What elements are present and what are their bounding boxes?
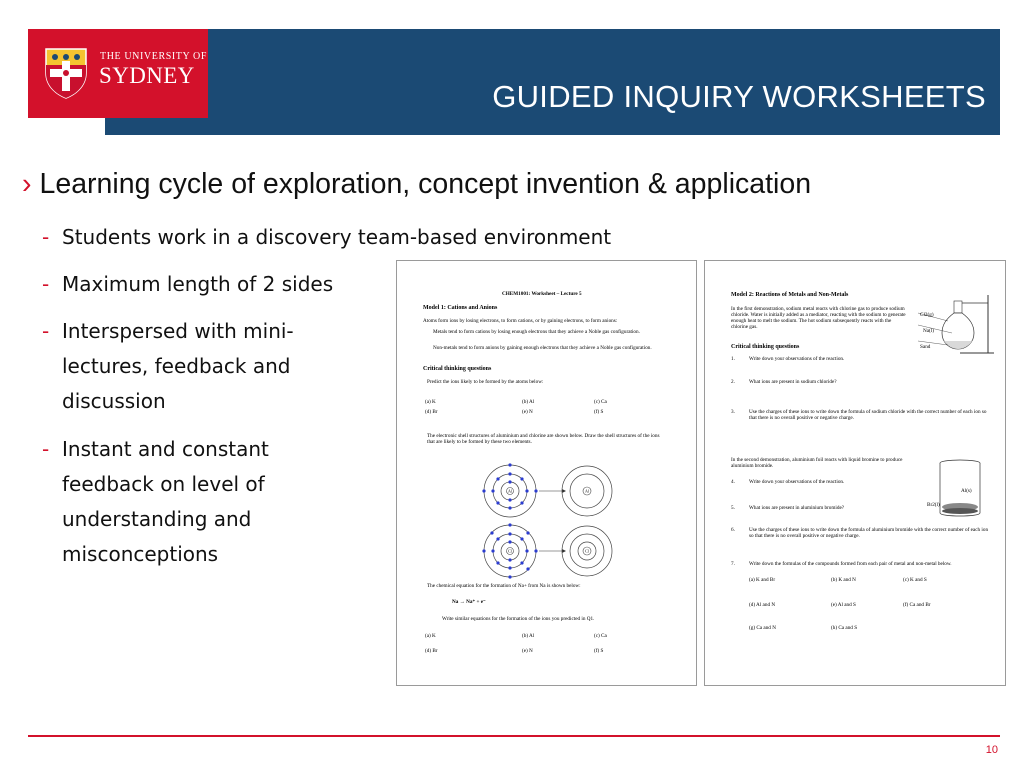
dash-marker: - [42, 437, 50, 461]
ws2-opt: (b) K and N [831, 577, 856, 583]
ws1-title: CHEM1001: Worksheet – Lecture 5 [502, 291, 582, 297]
main-bullet [22, 168, 811, 201]
ws1-opt: (f) S [594, 409, 604, 415]
crest-icon [44, 47, 88, 99]
ws1-opt: (c) Ca [594, 399, 607, 405]
ws1-opt: (b) Al [522, 399, 535, 405]
sub-bullet [42, 314, 352, 419]
ws2-q1-num: 1. [731, 356, 735, 362]
ws1-opt: (e) N [522, 648, 533, 654]
dash-marker: - [42, 225, 50, 249]
logo-line2: SYDNEY [99, 63, 195, 88]
ws1-opt: (f) S [594, 648, 604, 654]
sub-bullet-text: Instant and constant feedback on level of understanding and misconceptions [62, 437, 269, 566]
ws2-intro2: In the second demonstration, aluminium foil reacts with liquid bromine to produce aluminium bromide. [731, 457, 903, 469]
ws2-opt: (h) Ca and S [831, 625, 858, 631]
ws2-opt: (e) Al and S [831, 602, 856, 608]
sub-bullet [42, 267, 372, 302]
chevron-right-icon: › [22, 168, 32, 200]
ws2-lab-sand: Sand [920, 344, 931, 350]
ws1-eq: Na → Na⁺ + e⁻ [452, 599, 486, 605]
ws1-opt: (d) Br [425, 409, 438, 415]
ws1-point2: Non-metals tend to form anions by gaining enough electrons that they achieve a Noble gas configuration. [433, 345, 652, 351]
ws2-lab-al: Al(s) [961, 488, 972, 494]
ws1-opt: (b) Al [522, 633, 535, 639]
shell-label-al-ion: Al [585, 488, 589, 494]
page-number: 10 [985, 744, 998, 756]
ws2-q3-num: 3. [731, 409, 735, 415]
sub-bullet-text: Maximum length of 2 sides [62, 272, 334, 296]
ws2-lab-cl2: Cl2(g) [920, 312, 934, 318]
ws1-opt: (a) K [425, 633, 436, 639]
university-logo [28, 29, 208, 118]
ws2-lab-br: Br2(l) [927, 502, 940, 508]
title-banner [105, 29, 1000, 135]
ws1-opt: (d) Br [425, 648, 438, 654]
ws2-opt: (d) Al and N [749, 602, 776, 608]
shell-label-cl-ion: Cl [585, 548, 589, 554]
ws2-q3: Use the charges of these ions to write down the formula of sodium chloride with the correct number of each ion so that there is no overall positive or negative charge. [749, 409, 987, 421]
ws2-ctq: Critical thinking questions [731, 344, 800, 350]
ws2-q1: Write down your observations of the reaction. [749, 356, 845, 362]
logo-line1: THE UNIVERSITY OF [100, 51, 208, 62]
ws2-opt: (g) Ca and N [749, 625, 776, 631]
ws1-opt: (c) Ca [594, 633, 607, 639]
sub-bullet-text: Students work in a discovery team-based environment [62, 225, 612, 249]
ws2-q6: Use the charges of these ions to write down the formula of aluminium bromide with the correct number of each ion so that there is no overall positive or negative charge. [749, 527, 989, 539]
dash-marker: - [42, 272, 50, 296]
ws2-q7-num: 7. [731, 561, 735, 567]
ws1-q1: Predict the ions likely to be formed by the atoms below: [427, 379, 544, 385]
ws1-q2: The electronic shell structures of aluminium and chlorine are shown below. Draw the shell structures of the ions that are likely to be formed by these two elements. [427, 433, 660, 445]
slide-title: GUIDED INQUIRY WORKSHEETS [492, 79, 986, 114]
worksheet-image-2 [704, 260, 1006, 686]
shell-diagrams [477, 461, 627, 581]
ws2-opt: (f) Ca and Br [903, 602, 931, 608]
ws2-q7: Write down the formulas of the compounds formed from each pair of metal and non-metal below. [749, 561, 952, 567]
main-bullet-text: Learning cycle of exploration, concept invention & application [39, 168, 812, 200]
ws1-opt: (e) N [522, 409, 533, 415]
dash-marker: - [42, 319, 50, 343]
sub-bullet [42, 220, 722, 255]
ws2-q5: What ions are present in aluminium bromide? [749, 505, 845, 511]
ws1-point1: Metals tend to form cations by losing enough electrons that they achieve a Noble gas configuration. [433, 329, 640, 335]
ws2-intro: In the first demonstration, sodium metal reacts with chlorine gas to produce sodium chloride. Water is initially added as a mediator, reacting with the sodium to generate enough heat to melt the sodium. The hot sodium subsequently reacts with the chlorine gas. [731, 306, 906, 330]
ws2-q2-num: 2. [731, 379, 735, 385]
ws1-q3b: Write similar equations for the formation of the ions you predicted in Q1. [442, 616, 595, 622]
shell-label-al: Al [508, 488, 512, 494]
ws2-q5-num: 5. [731, 505, 735, 511]
ws2-opt: (a) K and Br [749, 577, 776, 583]
footer-rule [28, 735, 1000, 737]
ws2-q4: Write down your observations of the reaction. [749, 479, 845, 485]
ws1-intro: Atoms form ions by losing electrons, to form cations, or by gaining electrons, to form anions: [423, 318, 618, 324]
shell-label-cl: Cl [508, 548, 512, 554]
ws2-q6-num: 6. [731, 527, 735, 533]
sub-bullet-text: Interspersed with mini-lectures, feedback and discussion [62, 319, 294, 413]
ws1-opt: (a) K [425, 399, 436, 405]
ws2-lab-na: Na(l) [923, 328, 934, 334]
ws2-opt: (c) K and S [903, 577, 927, 583]
ws1-q3: The chemical equation for the formation of Na+ from Na is shown below: [427, 583, 581, 589]
ws2-q2: What ions are present in sodium chloride? [749, 379, 837, 385]
worksheet-image-1 [396, 260, 697, 686]
ws1-ctq: Critical thinking questions [423, 366, 492, 372]
sub-bullet [42, 432, 342, 572]
ws1-model: Model 1: Cations and Anions [423, 305, 498, 311]
ws2-model: Model 2: Reactions of Metals and Non-Metals [731, 292, 849, 298]
ws2-q4-num: 4. [731, 479, 735, 485]
